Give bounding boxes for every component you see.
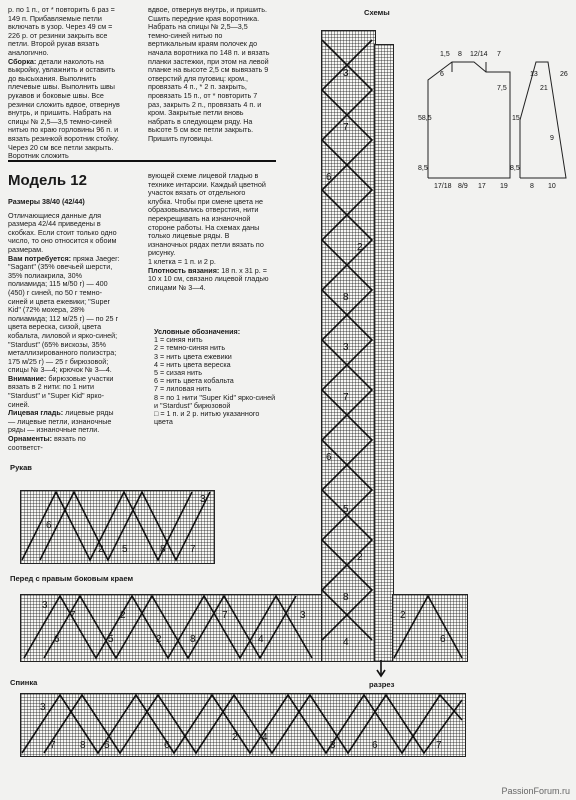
svg-text:21: 21 [540,85,548,92]
needed-text: пряжа Jaeger: "Sagant" (35% овечьей шерсти, 35% полиакрила, 30% полиамида; 115 м/50 г) — 400 (450) г синей, по 50 г темно-синей и цвета ежевики; "Super Kid" (72% мохера, 28% полиамида; 112 м/25 г) — по 25 г цвета вереска, сизой, цвета кобальта, лиловой и ярко-синей; "Stardust" (65% вискозы, 35% металлизированного полиэстра; 175 м/25 г) — 25 г бирюзовой; спицы № 3—4; крючок № 3—4. [8,253,120,375]
schemes-label: Схемы [364,8,390,17]
needed-label: Вам потребуется: [8,253,72,263]
chart-number: 3 [343,342,349,353]
watermark: PassionForum.ru [501,786,570,796]
legend-title: Условные обозначения: [154,327,241,336]
svg-text:8/9: 8/9 [458,183,468,190]
chart-number: 7 [222,610,228,621]
front-zigzag [24,596,312,658]
svg-text:17/18: 17/18 [434,183,452,190]
sleeve-instructions-end: р. по 1 п., от * повторить 6 раз = 149 п. Прибавляемые петли включать в узор. Через 49 см = 226 р. от резинки закрыть все петли. Второй рукав вязать аналогично. [8,5,115,57]
svg-text:6: 6 [440,71,444,78]
chart-number: 6 [372,740,378,751]
svg-text:8: 8 [530,183,534,190]
assembly-text: детали наколоть на выкройку, увлажнить и оставить до высыхания. Выполнить плечевые швы. Выполнить швы рукавов и боковые швы. Все резинки сложить вдвое, отвернув внутрь, и пришить. Набрать на спицы № 2,5—3,5 темно-синей нитью по краю горловины 96 п. и вязать резинкой воротник стойку. Через 20 см все петли закрыть. Воротник сложить [8,56,120,161]
chart-number: 5 [343,504,349,515]
front-label: Перед с правым боковым краем [10,574,134,583]
legend-item: 8 = по 1 нити "Super Kid" ярко-синей и "Stardust" бирюзовой [154,392,276,410]
legend-item: □ = 1 п. и 2 р. нитью указанного цвета [154,409,260,427]
chart-number: 3 [300,610,306,621]
chart-number: 5 [122,544,128,555]
legend-item: 1 = синяя нить [154,335,203,345]
legend-item: 6 = нить цвета кобальта [154,376,234,386]
chart-number: 3 [42,600,48,611]
collar-instructions: вдвое, отвернув внутрь, и пришить. Сшить передние края воротника. Набрать на спицы № 2,5—3,5 темно-синей нитью по вертикальным краям полочек до начала воротника по 148 п. и вязать планки застежки, при этом на левой планке на высоте 2,5 см вывязать 9 отверстий для пуговиц: кром., провязать 4 п., * 2 п. закрыть, провязать 15 п., от * повторить 7 раз, закрыть 2 п., провязать 4 п. и кром. Закрытые петли вновь набрать в следующем ряду. На высоте 5 см все петли закрыть. Пришить пуговицы. [148,5,270,143]
svg-text:7: 7 [497,51,501,58]
svg-text:9: 9 [550,135,554,142]
technique-text: вующей схеме лицевой гладью в технике интарсии. Каждый цветной участок вязать от отдельного клубка. Чтобы при смене цвета не образовывались отверстия, нити перекрещивать на изнаночной стороне работы. На схемах даны только лицевые ряды. В изнаночных рядах петли вязать по рисунку. [148,171,266,258]
density-label: Плотность вязания: [148,265,220,275]
chart-number: 2 [400,610,406,621]
svg-text:13: 13 [530,71,538,78]
svg-text:58,5: 58,5 [418,115,432,122]
density-text: 18 п. х 31 р. = 10 х 10 см, связано лицевой гладью спицами № 3—4. [148,265,269,292]
chart-number: 6 [54,634,60,645]
chart-number: 5 [104,740,110,751]
svg-text:19: 19 [500,183,508,190]
chart-number: 2 [357,552,363,563]
cut-label: разрез [369,680,395,689]
chart-number: 2 [156,634,162,645]
chart-number: 6 [326,452,332,463]
legend-item: 2 = темно-синяя нить [154,343,226,353]
cell-note: 1 клетка = 1 п. и 2 р. [148,256,216,266]
stitch-label: Лицевая гладь: [8,408,64,418]
svg-text:1,5: 1,5 [440,51,450,58]
chart-number: 6 [440,634,446,645]
svg-text:17: 17 [478,183,486,190]
svg-text:12/14: 12/14 [470,51,488,58]
chart-number: 2 [98,544,104,555]
chart-number: 2 [232,732,238,743]
svg-text:8,5: 8,5 [418,165,428,172]
sizes-note: Отличающиеся данные для размера 42/44 приведены в скобках. Если стоит только одно число, то оно относится к обоим размерам. [8,210,117,254]
sizes-heading: Размеры 38/40 (42/44) [8,197,85,206]
ornament-label: Орнаменты: [8,434,53,444]
svg-text:7,5: 7,5 [497,85,507,92]
chart-number: 6 [46,520,52,531]
assembly-label: Сборка: [8,56,37,66]
chart-number: 8 [160,544,166,555]
front-zigzag [394,596,462,658]
svg-text:26: 26 [560,71,568,78]
legend-item: 7 = лиловая нить [154,384,212,394]
ornament-text: вязать по соответст- [8,434,86,452]
legend-item: 5 = сизая нить [154,368,202,378]
chart-number: 4 [262,732,268,743]
chart-number: 3 [343,68,349,79]
attention-label: Внимание: [8,373,47,383]
legend-item: 4 = нить цвета вереска [154,359,231,369]
chart-number: 3 [40,702,46,713]
model-title: Модель 12 [8,172,87,189]
chart-number: 8 [80,740,86,751]
chart-number: 7 [50,740,56,751]
svg-text:8,5: 8,5 [510,165,520,172]
chart-number: 7 [70,610,76,621]
chart-number: 7 [190,544,196,555]
chart-number: 8 [343,592,349,603]
svg-text:15: 15 [512,115,520,122]
chart-number: 3 [200,494,206,505]
chart-number: 7 [436,740,442,751]
chart-number: 2 [120,610,126,621]
sleeve-label: Рукав [10,463,32,472]
chart-number: 6 [326,172,332,183]
chart-number: 8 [343,292,349,303]
stitch-text: лицевые ряды — лицевые петли, изнаночные ряды — изнаночные петли. [8,408,114,435]
chart-number: 4 [343,637,349,648]
chart-number: 8 [190,634,196,645]
chart-number: 4 [258,634,264,645]
legend-item: 3 = нить цвета ежевики [154,351,232,361]
chart-number: 2 [357,242,363,253]
chart-number: 6 [164,740,170,751]
chart-number: 3 [330,740,336,751]
svg-text:10: 10 [548,183,556,190]
chart-number: 7 [343,392,349,403]
attention-text: бирюзовые участки вязать в 2 нити: по 1 нити "Stardust" и "Super Kid" ярко-синей. [8,373,114,409]
chart-number: 5 [108,634,114,645]
garment-schematic [428,62,566,178]
svg-text:8: 8 [458,51,462,58]
chart-number: 7 [343,122,349,133]
back-label: Спинка [10,678,38,687]
